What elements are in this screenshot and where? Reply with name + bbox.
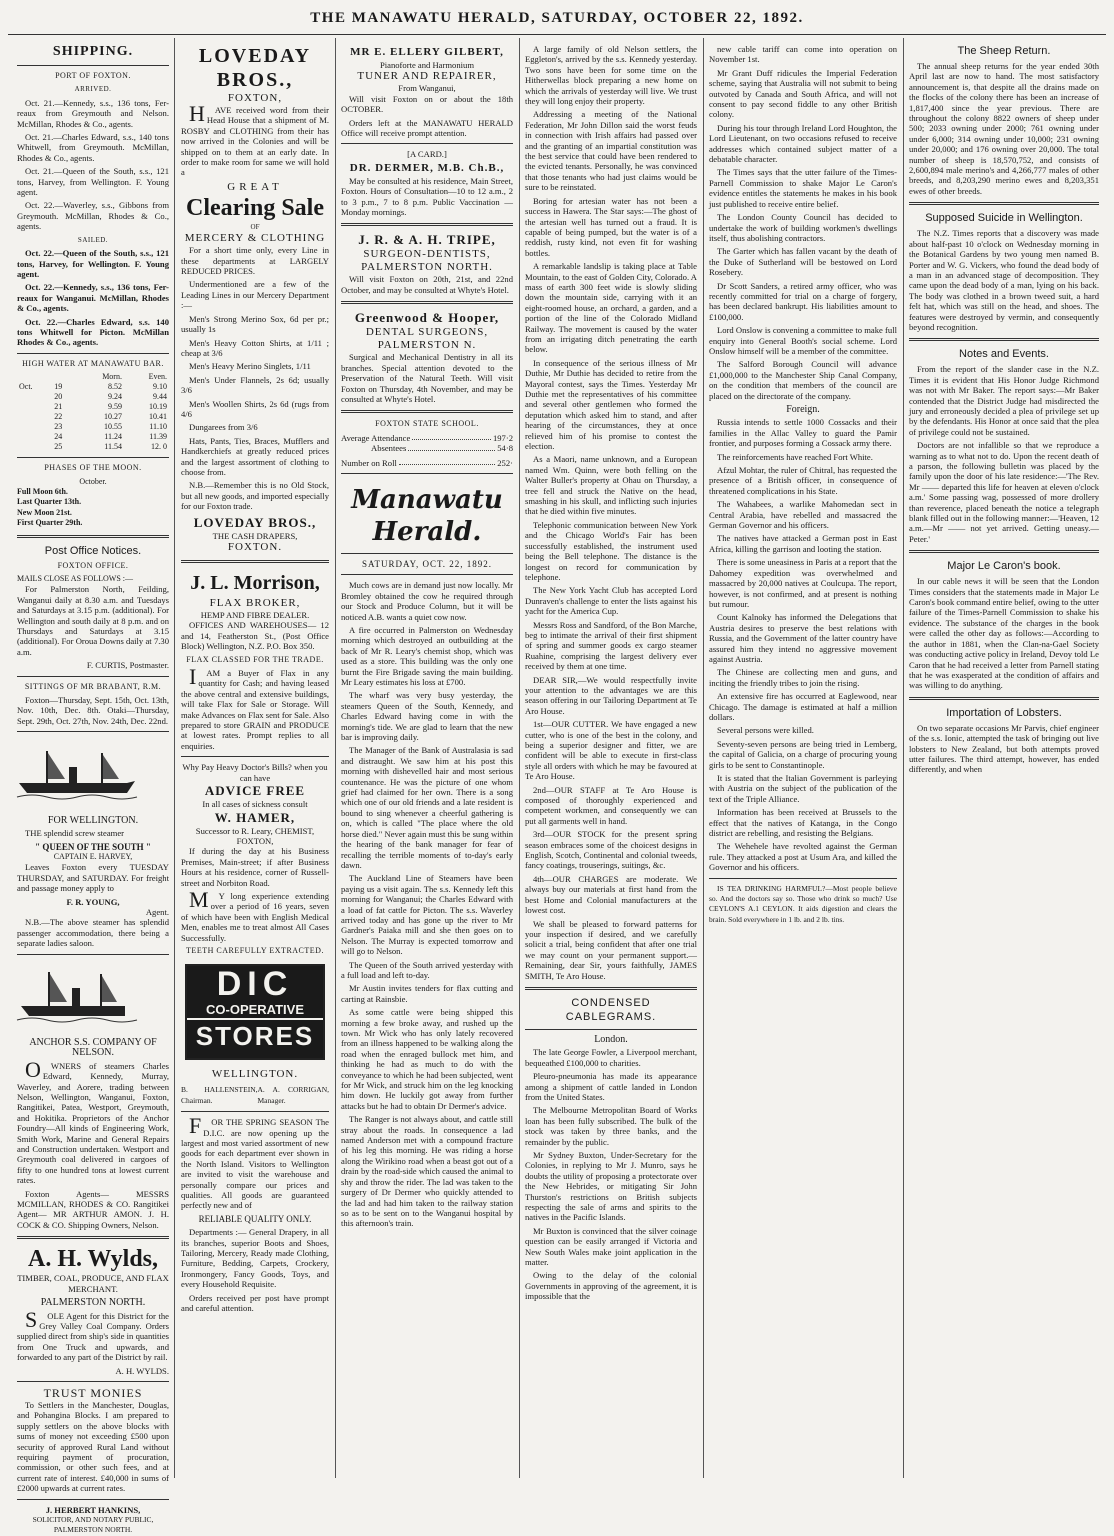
- offer-item: Men's Heavy Cotton Shirts, at 1/11 ; cheap at 3/6: [181, 337, 329, 358]
- dic-manager: A. A. CORRIGAN, Manager.: [257, 1085, 329, 1105]
- news-paragraph: A remarkable landslip is taking place at Table Mountain, to the east of Golden City, Colorado. A mass of earth 300 feet wide is slowly sliding down the mountain side, carrying with it an eight-roomed house, an orchard, a garden, and a portion of the line of the Colorado Midland Railway. The movement is caused by the water from an irrigating ditch penetrating the earth below.: [525, 261, 698, 355]
- hankins-line: SOLICITOR, AND NOTARY PUBLIC, PALMERSTON NORTH.: [32, 1515, 154, 1535]
- divider: [17, 1499, 169, 1500]
- foreign-paragraph: Afzul Mohtar, the ruler of Chitral, has requested the presence of a British officer, in consequence of threatened complications in his State.: [709, 465, 897, 496]
- clearing-sale: Clearing Sale: [186, 194, 324, 221]
- divider: [17, 1381, 169, 1382]
- steamship-illustration: [17, 966, 137, 1026]
- cable-paragraph: Owing to the delay of the colonial Governments in approving of the agreement, it is impossible that the: [525, 1270, 697, 1302]
- cable-paragraph: The late George Fowler, a Liverpool merchant, bequeathed £100,000 to charities.: [525, 1047, 697, 1068]
- moon-phase: Full Moon 6th.: [17, 486, 68, 496]
- school-stat-label: Average Attendance: [341, 432, 411, 443]
- mercery-label: MERCERY & CLOTHING: [184, 232, 326, 245]
- divider: [181, 560, 329, 563]
- divider: [17, 954, 169, 955]
- news-paragraph: The Queen of the South arrived yesterday with a full load and left to-day.: [341, 959, 513, 980]
- news-paragraph: In consequence of the serious illness of Mr Duthie, Mr Duthie has decided to retire from the Mayoral contest, says the Times. Yesterday Mr Duthie met the representatives of his committee and several other gentlemen who formed the deputation which asked him to stand, and after hearing of the circumstances, they at once relieved him of his promise to contest the election.: [525, 357, 697, 452]
- dic-chairman: B. HALLENSTEIN, Chairman.: [181, 1085, 258, 1105]
- news-paragraph: The wharf was very busy yesterday, the steamers Queen of the South, Kennedy, and Charles Edward having come in with the morning's tide. We are glad to learn that the new bar is improving daily.: [341, 690, 513, 743]
- foreign-paragraph: Count Kalnoky has informed the Delegations that Austria desires to preserve the best relations with Russia, and the Government of the latter country have assured him they intend no aggressive movement against Austria.: [709, 612, 897, 664]
- offer-item: Hats, Pants, Ties, Braces, Mufflers and Handkerchiefs at greatly reduced prices and the largest assortment of clothing to choose from.: [181, 435, 329, 477]
- masthead-rule: [8, 34, 1106, 35]
- news-paragraph: The Auckland Line of Steamers have been paying us a visit again. The s.s. Kennedy left this morning for Wanganui; the Charles Edward with a load of fat cattle for Picton. The s.s. Waverley arrived today and has gone up the river to Mr Gardner's Paiaka mill and she then goes on to Nelson. The Murray is expected tomorrow and will go to Nelson.: [341, 873, 513, 957]
- dic-logo-cooperative: CO-OPERATIVE: [206, 1002, 304, 1018]
- wylds-line: TIMBER, COAL, PRODUCE, AND FLAX MERCHANT.: [17, 1273, 169, 1294]
- tide-row: [17, 422, 169, 432]
- news-paragraph: Boring for artesian water has not been a success in Hawera. The Star says:—The ghost of the artesian well has turned out a fraud. It is capable of being pumped, but the water is of a reddish, rusty kind, not even fit for washing bottles.: [525, 195, 697, 258]
- school-stat-row: [341, 458, 513, 468]
- departments-text: Departments :— General Drapery, in all its branches, superior Boots and Shoes, Tailoring, Mercery, Ready made Clothing, Furniture, Bedding, Carpets, Crockery, Ironmongery, Fancy Goods, Toys, and every Household Requisite.: [181, 1227, 329, 1290]
- column-divider: [174, 38, 175, 1478]
- gilbert-line: Pianoforte and Harmonium: [379, 60, 475, 70]
- tuner-repairer: TUNER AND REPAIRER,: [357, 70, 497, 83]
- column-news-3: [704, 38, 902, 1478]
- tide-row: [17, 382, 169, 392]
- cable-paragraph: Mr Buxton is convinced that the silver coinage question can be easily arranged if Victoria and New South Wales make joint application in the matter.: [525, 1225, 697, 1268]
- doctors-text: Doctors are not infallible so that we reproduce a warning as to what not to do. Upon the recent death of a parson, the following bulletin was placed by the family upon the door of his late residence:—'The Rev. Mr —— departed this life for heaven at eleven o'clock a.m.' Some passing wag, possessed of more drollery than reverence, placed beneath the notice a telegraph blank filled out in the following manner:—'Heaven, 12 a.m.—Mr —— not yet arrived. Getting uneasy.—Peter.': [909, 440, 1099, 544]
- tide-cell: 11.54: [104, 442, 122, 452]
- tide-row: [17, 402, 169, 412]
- cable-paragraph: The Melbourne Metropolitan Board of Works loan has been fully subscribed. The bulk of the stock was taken by three banks, and the remainder by the public.: [525, 1105, 697, 1147]
- gilbert-from: From Wanganui,: [398, 83, 456, 94]
- divider: [341, 301, 513, 304]
- masthead-title: THE MANAWATU HERALD, SATURDAY, OCTOBER 22, 1892.: [310, 10, 804, 26]
- tide-cell: 10.55: [103, 422, 122, 432]
- dic-logo-letters: DIC: [216, 965, 294, 1004]
- steamer-note: N.B.—The above steamer has splendid passenger accommodation, there being a separate ladies saloon.: [17, 917, 169, 949]
- divider: [909, 338, 1099, 341]
- tide-cell: [17, 402, 52, 412]
- foreign-paragraph: An extensive fire has occurred at Eaglewood, near Chicago. The damage is estimated at half a million dollars.: [709, 691, 897, 722]
- loveday-note: N.B.—Remember this is no Old Stock, but all new goods, and imported especially for our Foxton trade.: [181, 480, 329, 512]
- school-title: FOXTON STATE SCHOOL.: [375, 419, 479, 429]
- supposed-suicide-title: Supposed Suicide in Wellington.: [925, 212, 1083, 225]
- foreign-paragraph: Seventy-seven persons are being tried in Lemberg, the capital of Galicia, on a charge of procuring young girls to be sent to Constantinople.: [709, 738, 897, 770]
- spring-text: FOR THE SPRING SEASON The D.I.C. are now opening up the largest and most varied assortment of new goods for each department ever shown in the North Island. Visitors to Wellington are invited to visit the warehouse and personally compare our prices and qualities. All goods are guaranteed perfectly new and of: [181, 1113, 329, 1211]
- divider: [181, 1111, 329, 1112]
- why-pay: Why Pay Heavy Doctor's Bills? when you can have: [182, 762, 328, 783]
- foreign-paragraph: Russia intends to settle 1000 Cossacks and their families in the Allac Valley to guard the Pamir frontier, and purposes forming a Cossack army there.: [709, 417, 897, 449]
- sale-text: For a short time only, every Line in these departments at LARGELY REDUCED PRICES.: [181, 245, 329, 277]
- moon-month: October.: [79, 476, 107, 486]
- loveday-town-footer: FOXTON.: [227, 541, 283, 553]
- gilbert-visit: Will visit Foxton on or about the 18th OCTOBER.: [341, 93, 513, 115]
- sailing-entry: Oct. 22.—Charles Edward, s.s. 140 tons Whitwell for Picton. McMillan Rhodes & Co., agents.: [17, 316, 169, 348]
- tide-cell: 24: [54, 432, 63, 442]
- tripe-name: J. R. & A. H. TRIPE,: [358, 232, 496, 248]
- agent-label: Agent.: [145, 906, 169, 917]
- postmaster: F. CURTIS, Postmaster.: [86, 660, 169, 671]
- tripe-town: PALMERSTON NORTH.: [361, 261, 493, 274]
- sittings-title: SITTINGS OF MR BRABANT, R.M.: [24, 681, 162, 691]
- tide-cell: 22: [54, 412, 63, 422]
- post-office-title: Post Office Notices.: [44, 544, 142, 557]
- agent-name: F. R. YOUNG,: [66, 896, 120, 907]
- cablegrams-title: CONDENSED CABLEGRAMS.: [565, 996, 657, 1023]
- tide-row: [17, 412, 169, 422]
- news-paragraph: Much cows are in demand just now locally. Mr Bromley obtained the cow he required through our Stock and Produce Column, but it will be noticed A.B. wants a quiet cow now.: [341, 580, 513, 622]
- tide-cell: 9.44: [153, 392, 167, 402]
- foreign-paragraph: There is some uneasiness in Paris at a report that the Dahomey expedition was overwhelmed and massacred by 20,000 natives at Coulcupa. The report, however, is not confirmed, and at present is nothing but rumour.: [709, 557, 897, 609]
- sittings-text: Foxton—Thursday, Sept. 15th, Oct. 13th, Nov. 10th, Dec. 8th. Otaki—Thursday, Sept. 29th, Oct. 27th, Nov. 24th, Dec. 22nd.: [17, 695, 169, 726]
- foreign-paragraph: Information has been received at Brussels to the effect that the natives of Katanga, in the Congo district are rebelling, and resisting the Belgians.: [709, 807, 897, 839]
- advice-free: ADVICE FREE: [204, 783, 306, 799]
- news-paragraph: As a Maori, name unknown, and a European named Wm. Quinn, were both felling on the Walter Buller's property at Ohau on Thursday, a tree fell and struck the Native on the head, smashing in his skull, and inflicting such injuries that he died within five minutes.: [525, 454, 697, 517]
- divider: [17, 457, 169, 458]
- moon-title: PHASES OF THE MOON.: [44, 463, 142, 473]
- tide-cell: 20: [54, 392, 63, 402]
- arrival-entry: Oct. 22.—Waverley, s.s., Gibbons from Greymouth. McMillan, Rhodes & Co., agents.: [17, 200, 169, 232]
- wylds-town: PALMERSTON NORTH.: [40, 1297, 146, 1309]
- gilbert-orders: Orders left at the MANAWATU HERALD Office will receive prompt attention.: [341, 117, 513, 139]
- tide-cell: 10.27: [103, 412, 122, 422]
- leader-dots: [399, 458, 495, 465]
- divider: [525, 987, 697, 990]
- sheep-text: The annual sheep returns for the year ended 30th April last are now to hand. The most satisfactory announcement is, that despite all the drains made on the flocks of the colony there has been an increase of 1,817,400 since the year previous. There are throughout the colony 8822 owners of sheep under 500; 2033 owning under 2000; 761 owning under under 6,000; 314 owning under 10,000; 231 owning under 20,000; and 176 owning over 20,000. The total number of sheep is 18,570,752, and consists of 2,600,894 male merino's and 4,266,777 males of other breeds, and 8,203,290 merino ewes and 8,203,351 ewes of other breeds.: [909, 61, 1099, 196]
- offer-item: Men's Woollen Shirts, 2s 6d (rugs from 4/6: [181, 398, 329, 419]
- news-paragraph: 2nd—OUR STAFF at Te Aro House is composed of thoroughly experienced and competent workmen, and consequently we can put all garments well in hand.: [525, 784, 697, 826]
- school-stat-value: 252·: [497, 457, 513, 468]
- tide-cell: 9.10: [153, 382, 167, 392]
- news-paragraph: Lord Onslow is convening a committee to make full enquiry into General Booth's social scheme. Lord Onslow himself will be a member of the committee.: [709, 325, 897, 356]
- arrival-entry: Oct. 21.—Charles Edward, s.s., 140 tons Whitwell, from Greymouth. McMillan, Rhodes & Co., agents.: [17, 132, 169, 163]
- tide-cell: 11.24: [104, 432, 122, 442]
- news-paragraph: 1st—OUR CUTTER. We have engaged a new cutter, who is one of the best in the colony, and being a superior designer and fitter, we are confident will be able to execute in first-class style all orders with which he may be favoured at Te Aro House.: [525, 719, 697, 782]
- of-label: OF: [250, 222, 260, 231]
- hamer-text: If during the day at his Business Premises, Main-street; if after Business Hours at his residence, corner of Russell-street and Norbiton Road.: [181, 846, 329, 888]
- tide-header-cell: [17, 372, 52, 382]
- london-heading: London.: [594, 1033, 628, 1045]
- divider: [181, 756, 329, 757]
- hemp-dealer: HEMP AND FIBRE DEALER.: [200, 610, 310, 620]
- dic-officers: [181, 1085, 329, 1106]
- column-advertisements: [176, 38, 334, 1478]
- dermer-name: DR. DERMER, M.B. Ch.B.,: [349, 161, 505, 174]
- foreign-heading: Foreign.: [786, 404, 820, 415]
- divider: [341, 410, 513, 413]
- column-news-2: [520, 38, 702, 1478]
- teeth-extracted: TEETH CAREFULLY EXTRACTED.: [186, 945, 324, 955]
- morrison-offices: OFFICES AND WAREHOUSES— 12 and 14, Featherston St., (Post Office Block) Wellington, N.Z. P.O. Box 350.: [181, 620, 329, 652]
- shipping-title: SHIPPING.: [52, 44, 134, 59]
- steamship-illustration: [17, 743, 137, 803]
- greenwood-name: Greenwood & Hooper,: [354, 310, 500, 326]
- news-paragraph: The Salford Borough Council will advance £1,000,000 to the Manchester Ship Canal Company, on the condition that members of the council are placed on the directorate of the company.: [709, 359, 897, 401]
- tide-cell: [17, 422, 52, 432]
- post-office-name: FOXTON OFFICE.: [57, 560, 129, 570]
- foreign-paragraph: The Chinese are collecting men and guns, and inciting the friendly tribes to join the rising.: [709, 667, 897, 688]
- arrival-entry: Oct. 21.—Queen of the South, s.s., 121 tons, Harvey, from Wellington. F. Young agent.: [17, 166, 169, 198]
- tide-cell: 25: [54, 442, 63, 452]
- for-wellington: FOR WELLINGTON.: [47, 814, 139, 826]
- tide-cell: 9.59: [107, 402, 122, 412]
- trust-text: To Settlers in the Manchester, Douglas, and Pohangina Blocks. I am prepared to supply settlers on the above blocks with sums of money not exceeding £500 upon security of approved Rural Land without requiring payment of procuration, commission, or other such fees, and at current rate of interest. £40,000 in sums of £2000 upwards at current rates.: [17, 1399, 169, 1494]
- greenwood-town: PALMERSTON N.: [377, 339, 477, 352]
- moon-phase: First Quarter 29th.: [17, 518, 83, 528]
- sailed-label: SAILED.: [77, 235, 109, 244]
- news-paragraph: We shall be pleased to forward patterns for your inspection if desired, and we carefully solicit a trial, being confident that after one trial we may count on your permanent support.—Remaining, dear Sir, yours faithfully, JAMES SMITH, Te Aro House.: [525, 918, 697, 981]
- news-paragraph: During his tour through Ireland Lord Houghton, the Lord Lieutenant, on two occasions refused to receive addresses which contained subject matter of a debatable character.: [709, 122, 897, 165]
- news-paragraph: The London County Council has decided to undertake the work of building workmen's dwellings itself, thus abolishing contractors.: [709, 212, 897, 243]
- sailing-entry: Oct. 22.—Kennedy, s.s., 136 tons, Fer-reaux for Wanganui. McMillan, Rhodes & Co., agents.: [17, 282, 169, 314]
- school-stat-label: Number on Roll: [341, 457, 397, 468]
- experience-text: MY long experience extending over a period of 16 years, seven of which have been with English Medical Men, enables me to treat almost All Cases Successfully.: [181, 886, 329, 943]
- notes-events-title: Notes and Events.: [959, 348, 1049, 361]
- foreign-paragraph: The Wahabees, a warlike Mahomedan sect in Central Arabia, have rebelled and massacred the German Governor and his officers.: [709, 499, 897, 531]
- leader-dots: [408, 443, 495, 450]
- morrison-name: J. L. Morrison,: [190, 572, 320, 594]
- news-paragraph: new cable tariff can come into operation on November 1st.: [709, 44, 897, 65]
- tripe-text: Will visit Foxton on 20th, 21st, and 22nd October, and may be consulted at Whyte's Hotel.: [341, 274, 513, 295]
- news-paragraph: Mr Grant Duff ridicules the Imperial Federation scheme, saying that Australia will not submit to being outvoted by Canada and South Africa, and will not consent to pay second fiddle to any other British colony.: [709, 67, 897, 120]
- tide-cell: Oct.: [19, 382, 33, 392]
- news-paragraph: 3rd—OUR STOCK for the present spring season embraces some of the choicest designs in English, Scotch, Continental and colonial tweeds, fancy coatings, trouserings, suitings, &c.: [525, 829, 697, 871]
- tide-cell: 11.39: [149, 432, 167, 442]
- great-label: GREAT: [227, 180, 283, 193]
- divider: [341, 473, 513, 474]
- school-stat-row: [341, 433, 513, 443]
- column-news-1: [336, 38, 518, 1478]
- offer-item: Men's Under Flannels, 2s 6d; usually 3/6: [181, 374, 329, 396]
- offer-item: Men's Strong Merino Sox, 6d per pr.; usually 1s: [181, 313, 329, 335]
- flax-broker: FLAX BROKER,: [209, 597, 301, 609]
- tide-header-row: [17, 372, 169, 382]
- loveday-town: FOXTON,: [227, 92, 283, 104]
- buyer-text: IAM a Buyer of Flax in any quantity for Cash; and having leased the above central and extensive buildings, will take Flax for Sale or Storage. Will make Advances on Flax sent for Sale. Also prepared to store GRAIN and PRODUCE at lowest rates. Prompt replies to all enquiries.: [181, 664, 329, 751]
- lobsters-text: On two separate occasions Mr Parvis, chief engineer of the s.s. Ionic, attempted the task of bringing out live lobsters to New Zealand, but both attempts proved utter failures. The third attempt, however, has ended differently, and when: [909, 722, 1099, 775]
- tide-cell: [17, 442, 52, 452]
- news-paragraph: The New York Yacht Club has accepted Lord Dunraven's challenge to enter the lists against his yacht for the America Cup.: [525, 585, 697, 617]
- sailing-entry: Oct. 22.—Queen of the South, s.s., 121 tons, Harvey, for Wellington. F. Young agent.: [17, 248, 169, 279]
- port-title: PORT OF FOXTON.: [55, 71, 131, 80]
- wylds-name: A. H. Wylds,: [27, 1246, 159, 1273]
- lobsters-title: Importation of Lobsters.: [946, 706, 1062, 719]
- tide-cell: 21: [54, 402, 63, 412]
- divider: [909, 697, 1099, 700]
- offer-item: Men's Heavy Merino Singlets, 1/11: [189, 361, 311, 372]
- hamer-successor: Successor to R. Leary, CHEMIST, FOXTON,: [195, 825, 315, 846]
- cash-drapers: THE CASH DRAPERS,: [212, 530, 298, 541]
- wylds-signature: A. H. WYLDS.: [115, 1365, 169, 1376]
- divider: [341, 223, 513, 226]
- captain: CAPTAIN E. HARVEY,: [53, 851, 133, 861]
- tide-cell: 19: [54, 382, 63, 392]
- anchor-title: ANCHOR S.S. COMPANY OF NELSON.: [29, 1036, 157, 1059]
- loveday-signature: LOVEDAY BROS.,: [193, 514, 317, 530]
- news-paragraph: Messrs Ross and Sandford, of the Bon Marche, beg to intimate the arrival of their first shipment of spring and summer goods ex cargo steamer Ruahine, comprising the largest delivery ever received by them at one time.: [525, 619, 697, 672]
- steamer-text: THE splendid screw steamer: [25, 828, 125, 839]
- steamer-name: " QUEEN OF THE SOUTH ": [35, 841, 151, 852]
- mails-title: MAILS CLOSE AS FOLLOWS :—: [17, 574, 134, 583]
- news-paragraph: A large family of old Nelson settlers, the Eggleton's, arrived by the s.s. Kennedy yesterday. Two sons have been for some time on the Hitherwellas block preparing a new home on which the arrivals of yesterday will live. We trust they will long enjoy their property.: [525, 44, 697, 107]
- news-paragraph: Dr Scott Sanders, a retired army officer, who was recently committed for trial on a charge of forgery, has been declared bankrupt. His liabilities amount to £100,000.: [709, 280, 897, 322]
- cable-paragraph: Pleuro-pneumonia has made its appearance among a shipment of cattle landed in London from the United States.: [525, 1071, 697, 1102]
- tide-header-cell: [52, 372, 76, 382]
- foreign-paragraph: Several persons were killed.: [717, 725, 814, 736]
- dermer-text: May be consulted at his residence, Main Street, Foxton. Hours of Consultation—10 to 12 a.m., 2 to 3 p.m., 7 to 8 p.m. Public Vaccination — Monday mornings.: [341, 175, 513, 218]
- column-features: [904, 38, 1104, 1478]
- news-paragraph: The Manager of the Bank of Australasia is sad and distraught. We saw him at his post this morning with dishevelled hair and most serious countenance. He was the picture of one whom grief had claimed for her own. There is a song which one of our old friends and a late resident is bound to sing whenever a cheerful gathering is on, which is called "The place where the old horse died." Never again must this be sung within the hearing of the bank manager for fear of recalling the terrible moments of to-day's early dawn.: [341, 745, 513, 870]
- loveday-title: LOVEDAY BROS.,: [198, 45, 312, 91]
- tide-header-cell: Even.: [148, 372, 167, 382]
- school-stat-label: Absentees: [371, 443, 407, 454]
- dental-text: Surgical and Mechanical Dentistry in all its branches. Special attention devoted to the Preservation of the Natural Teeth. Will visit Foxton on Thursday, 4th November, and may be consulted at Whyte's Hotel.: [341, 352, 513, 404]
- school-stat-row: [341, 443, 513, 453]
- tide-cell: 8.52: [107, 382, 122, 392]
- tide-table: [17, 372, 169, 452]
- tide-row: [17, 432, 169, 442]
- news-paragraph: As some cattle were being shipped this morning a few broke away, and rushed up the town. Mr Wick who has only lately recovered from an illness happened to be walking along the road when the enraged bullock met him, and thinking he had as much to do with the conveyance to which he had been subjected, went for Mr Wick, and struck him on the leg knocking him down. He luckily got away from further attacks but he had to obtain Dr Dermer's advice.: [341, 1007, 513, 1111]
- anchor-agents: Foxton Agents— MESSRS MCMILLAN, RHODES & CO. Rangitikei Agent— MR ARTHUR AMON. J. H. COCK & CO. Shipping Owners, Nelson.: [17, 1188, 169, 1230]
- divider: [17, 535, 169, 538]
- moon-phase: Last Quarter 13th.: [17, 497, 82, 507]
- le-caron-text: In our cable news it will be seen that the London Times considers that the statements made in Major Le Caron's book command entire belief, owing to the utter failure of the Times-Parnell Commission to shake his evidence. The substance of the charges in the book were called the other day as follows:—According to the author in 1881, when the Clan-na-Gael Society was conducting active policy in Ireland, Devoy told Le Caron that he had received a letter from Parnell stating that he was exasperated at the condition of affairs and was willing to do anything.: [909, 576, 1099, 691]
- offers-intro: Undermentioned are a few of the Leading Lines in our Mercery Department :—: [181, 279, 329, 311]
- divider: [17, 731, 169, 732]
- tide-cell: [17, 392, 52, 402]
- surgeon-dentists: SURGEON-DENTISTS,: [363, 248, 491, 261]
- arrived-label: ARRIVED.: [74, 85, 112, 94]
- news-paragraph: The Ranger is not always about, and cattle still stray about the roads. In consequence a lad named Anderson met with a compound fracture of his leg this morning. He was riding a horse along the Wirikino road when a beast got out of a drain by the road-side which caused the animal to shy and throw the rider. The lad was taken to the surgery of Dr Dermer who quickly attended to the lad and had him taken to the railway station so as to be sent on to the Wanganui hospital by this afternoon's train.: [341, 1114, 513, 1229]
- supposed-suicide-text: The N.Z. Times reports that a discovery was made about half-past 10 o'clock on Wednesday morning in the Botanical Gardens by two young men named B. Porter and W. G. Vickers, who found the dead body of a man in an advanced stage of decomposition. They came upon the dead body of a man, lying on his back. The body was clothed in a brown tweed suit, a hard felt hat, which was still on the head, and shoes. The features were destroyed by vermin, and consequently beyond recognition.: [909, 228, 1099, 332]
- orders-text: Orders received per post have prompt and careful attention.: [181, 1292, 329, 1314]
- card-label: [A CARD.]: [407, 149, 447, 160]
- divider: [709, 878, 897, 879]
- issue-date: SATURDAY, OCT. 22, 1892.: [361, 558, 493, 569]
- le-caron-title: Major Le Caron's book.: [947, 560, 1061, 573]
- tide-cell: [17, 432, 52, 442]
- news-paragraph: 4th—OUR CHARGES are moderate. We always buy our materials at first hand from the best Home and Colonial manufacturers at the lowest cost.: [525, 873, 697, 916]
- news-paragraph: Telephonic communication between New York and the Chicago World's Fair has been successfully established, the instrument used being the Bell telephone. The distance is the longest on record for communication by telephone.: [525, 519, 697, 582]
- dic-town: WELLINGTON.: [211, 1068, 299, 1081]
- tea-advertisement: IS TEA DRINKING HARMFUL?—Most people believe so. And the doctors say so. Those who drink so much? Use CEYLON'S A.1 CEYLON. It aids digestion and clears the brain. Sold everywhere in 1 lb. and 2 lb. tins.: [709, 883, 897, 924]
- dic-logo: [185, 964, 325, 1060]
- trust-title: TRUST MONIES: [43, 1385, 143, 1400]
- divider: [17, 353, 169, 354]
- divider: [341, 553, 513, 554]
- wylds-text: SOLE Agent for this District for the Grey Valley Coal Company. Orders supplied direct from ship's side in quantities from One Truck and upwards, and forwarded to any part of the District by rail.: [17, 1306, 169, 1363]
- reliable-quality: RELIABLE QUALITY ONLY.: [198, 1213, 312, 1224]
- offer-item: Dungarees from 3/6: [189, 422, 258, 433]
- column-shipping: [12, 38, 174, 1535]
- dic-logo-stores: STORES: [187, 1018, 323, 1052]
- tide-cell: [17, 412, 52, 422]
- newspaper-title: Manawatu Herald.: [351, 484, 503, 547]
- foreign-paragraph: The reinforcements have reached Fort White.: [717, 451, 873, 462]
- flax-classed: FLAX CLASSED FOR THE TRADE.: [186, 654, 324, 664]
- divider: [341, 574, 513, 575]
- divider: [341, 143, 513, 144]
- tide-row: [17, 442, 169, 452]
- hamer-name: W. HAMER,: [214, 809, 296, 825]
- news-paragraph: A fire occurred in Palmerston on Wednesday morning which destroyed an outbuilding at the back of Mr R. Leary's chemist shop, which was used as a store. This building was the only one burnt the Fire Brigade saving the main building. Mr Leary estimates his loss at £700.: [341, 624, 513, 687]
- sheep-title: The Sheep Return.: [957, 45, 1051, 57]
- sickness-consult: In all cases of sickness consult: [202, 799, 308, 810]
- tide-cell: 9.24: [107, 392, 122, 402]
- masthead: [0, 0, 1114, 36]
- news-paragraph: Mr Austin invites tenders for flax cutting and carting at Rainsbie.: [341, 983, 513, 1004]
- tide-cell: 10.19: [149, 402, 167, 412]
- school-stat-value: 54·8: [497, 443, 513, 454]
- news-paragraph: Addressing a meeting of the National Federation, Mr John Dillon said the worst feuds in connection with Irish affairs had passed over and the granting of an impartial constitution was the best service that could have been rendered to the evicted tenants. Personally, he was convinced that those tenants who had just claims would be sure to be reinstated.: [525, 109, 697, 193]
- divider: [17, 1236, 169, 1239]
- news-paragraph: The Garter which has fallen vacant by the death of the Duke of Sutherland will be bestowed on Lord Rosebery.: [709, 246, 897, 278]
- cable-paragraph: Mr Sydney Buxton, Under-Secretary for the Colonies, in replying to Mr J. Munro, says he doubts the utility of proposing a protectorate over the New Hebrides, or mitigating Sir John Thurston's restrictions on British subjects respecting the sale of arms and spirits to the natives in the Pacific Islands.: [525, 1150, 697, 1223]
- loveday-intro: HAVE received word from their Head House that a shipment of M. ROSBY and CLOTHING from their has now arrived in the Colonies and will be shipped on to them at an early date. In order to make room for same we will hold a: [181, 101, 329, 178]
- anchor-text: OWNERS of steamers Charles Edward, Kennedy, Murray, Waverley, and Aorere, trading between Nelson, Wellington, Wanganui, Foxton, Rangitikei, Patea, Westport, Greymouth, and Hokitika. Proprietors of the Anchor Foundry—All kinds of Engineering Work, Smith Work, Marine and General Repairs and Construction undertaken. Westport and Greymouth coal delivered in cargoes of fifty to one hundred tons at lowest current rates.: [17, 1056, 169, 1186]
- foreign-paragraph: It is stated that the Italian Government is parleying with Austria on the subject of the publication of the text of the Triple Alliance.: [709, 773, 897, 804]
- sailing-schedule: Leaves Foxton every TUESDAY THURSDAY, and SATURDAY. For freight and passage money apply to: [17, 862, 169, 894]
- divider: [525, 1029, 697, 1030]
- hankins-name: J. HERBERT HANKINS,: [45, 1504, 141, 1515]
- tide-cell: 12. 0: [151, 442, 167, 452]
- tide-cell: 10.41: [149, 412, 167, 422]
- tide-title: HIGH WATER AT MANAWATU BAR.: [22, 358, 164, 368]
- news-paragraph: The Times says that the utter failure of the Times-Parnell Commission to shake Major Le Caron's evidence entitles the statements he makes in his book just published to receive entire belief.: [709, 167, 897, 209]
- divider: [909, 202, 1099, 205]
- tide-header-cell: Morn.: [102, 372, 122, 382]
- notes-events-text: From the report of the slander case in the N.Z. Times it is evident that His Honor Judge Richmond was not with Mr Baker. The report says:—Mr Baker contended that the District Judge had misdirected the jury and erroneously decided a plea of privilege set up by the defendants. His Honor at once said that the plea of privilege could not be sustained.: [909, 364, 1099, 437]
- school-stat-value: 197·2: [492, 432, 513, 443]
- news-paragraph: DEAR SIR,—We would respectfully invite your attention to the advantages we are this season offering in our Tailoring Department at Te Aro House.: [525, 674, 697, 716]
- dental-surgeons: DENTAL SURGEONS,: [365, 326, 489, 339]
- arrival-entry: Oct. 21.—Kennedy, s.s., 136 tons, Fer-reaux from Greymouth and Nelson. McMillan, Rhodes & Co., agents.: [17, 97, 169, 129]
- tide-cell: 11.10: [149, 422, 167, 432]
- divider: [17, 676, 169, 677]
- foreign-paragraph: The Wehehele have revolted against the German rule. They attacked a post at Usum Ara, and killed the Governor and his officers.: [709, 841, 897, 873]
- leader-dots: [412, 433, 491, 440]
- mails-text: For Palmerston North, Feilding, Wanganui daily at 8.30 a.m. and Tuesdays and Saturdays at 3.15 p.m. (additional). For Wellington and south daily at 8 p.m. and on Thursdays and Saturdays at 3.15 (additional). For Oroua Downs daily at 7.30 a.m.: [17, 584, 169, 657]
- tide-row: [17, 392, 169, 402]
- divider: [17, 65, 169, 66]
- divider: [909, 550, 1099, 553]
- gilbert-name: MR E. ELLERY GILBERT,: [350, 46, 504, 58]
- moon-phase: New Moon 21st.: [17, 507, 72, 517]
- tide-cell: 23: [54, 422, 63, 432]
- foreign-paragraph: The natives have attacked a German post in East Africa, killing the garrison and looting the station.: [709, 533, 897, 554]
